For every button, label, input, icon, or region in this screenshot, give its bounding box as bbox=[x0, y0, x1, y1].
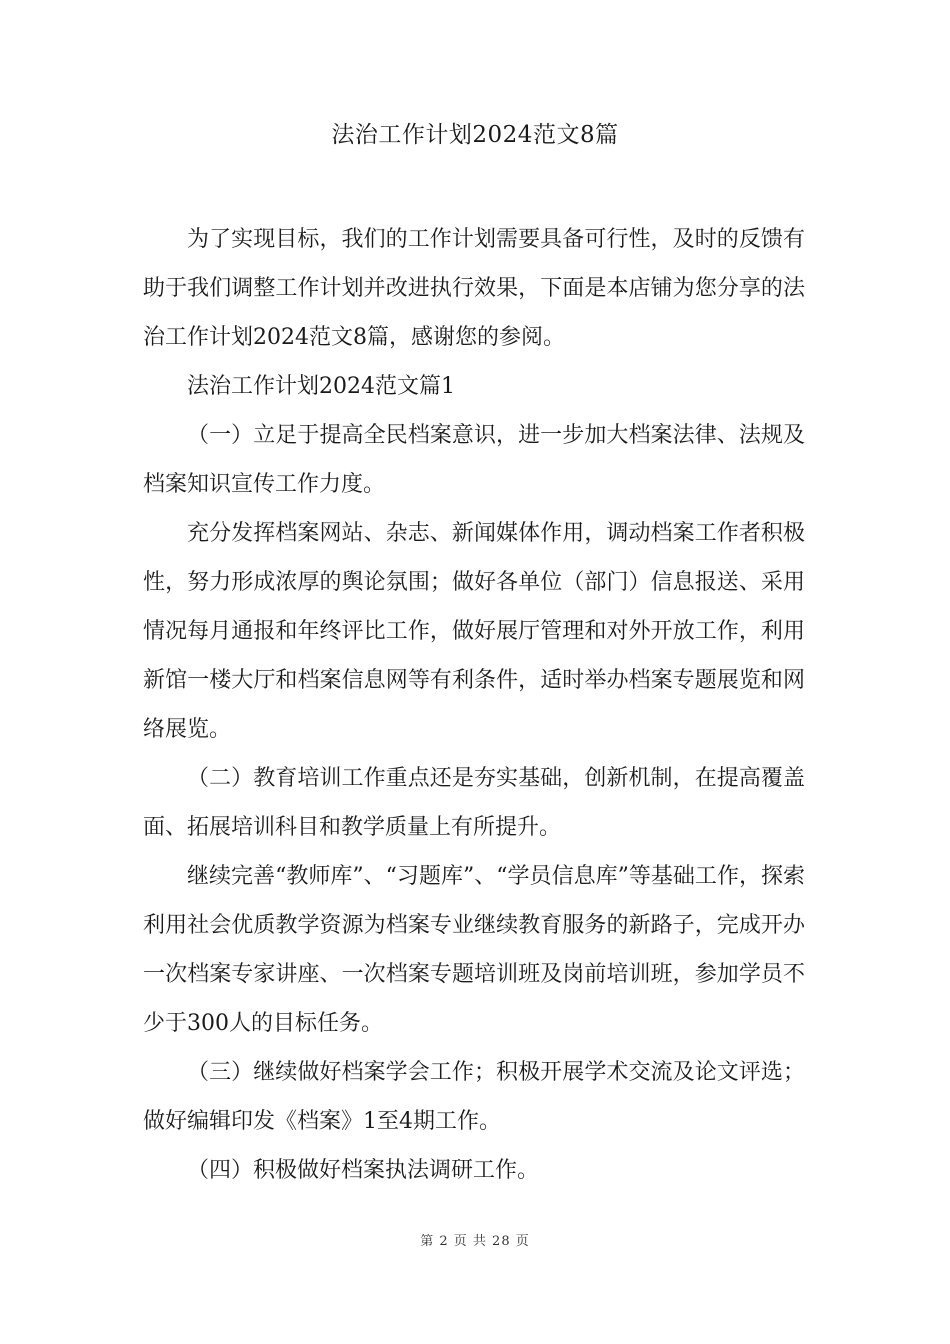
body-paragraph: （三）继续做好档案学会工作；积极开展学术交流及论文评选；做好编辑印发《档案》1至4期工作。 bbox=[143, 1060, 805, 1134]
body-paragraph: 充分发挥档案网站、杂志、新闻媒体作用，调动档案工作者积极性，努力形成浓厚的舆论氛围；做好各单位（部门）信息报送、采用情况每月通报和年终评比工作，做好展厅管理和对外开放工作，利用新馆一楼大厅和档案信息网等有利条件，适时举办档案专题展览和网络展览。 bbox=[143, 521, 805, 742]
document-body bbox=[143, 215, 805, 1195]
intro-paragraph: 为了实现目标，我们的工作计划需要具备可行性，及时的反馈有助于我们调整工作计划并改进执行效果，下面是本店铺为您分享的法治工作计划2024范文8篇，感谢您的参阅。 bbox=[143, 227, 805, 350]
document-title: 法治工作计划2024范文8篇 bbox=[331, 122, 619, 148]
body-paragraph: （一）立足于提高全民档案意识，进一步加大档案法律、法规及档案知识宣传工作力度。 bbox=[143, 423, 805, 497]
section-heading: 法治工作计划2024范文篇1 bbox=[187, 374, 455, 399]
page-footer: 第 2 页 共 28 页 bbox=[420, 1234, 530, 1249]
body-paragraph: （四）积极做好档案执法调研工作。 bbox=[187, 1158, 540, 1183]
body-paragraph: （二）教育培训工作重点还是夯实基础，创新机制，在提高覆盖面、拓展培训科目和教学质量上有所提升。 bbox=[143, 766, 805, 840]
body-paragraph: 继续完善“教师库”、“习题库”、“学员信息库”等基础工作，探索利用社会优质教学资源为档案专业继续教育服务的新路子，完成开办一次档案专家讲座、一次档案专题培训班及岗前培训班，参加学员不少于300人的目标任务。 bbox=[143, 864, 805, 1036]
